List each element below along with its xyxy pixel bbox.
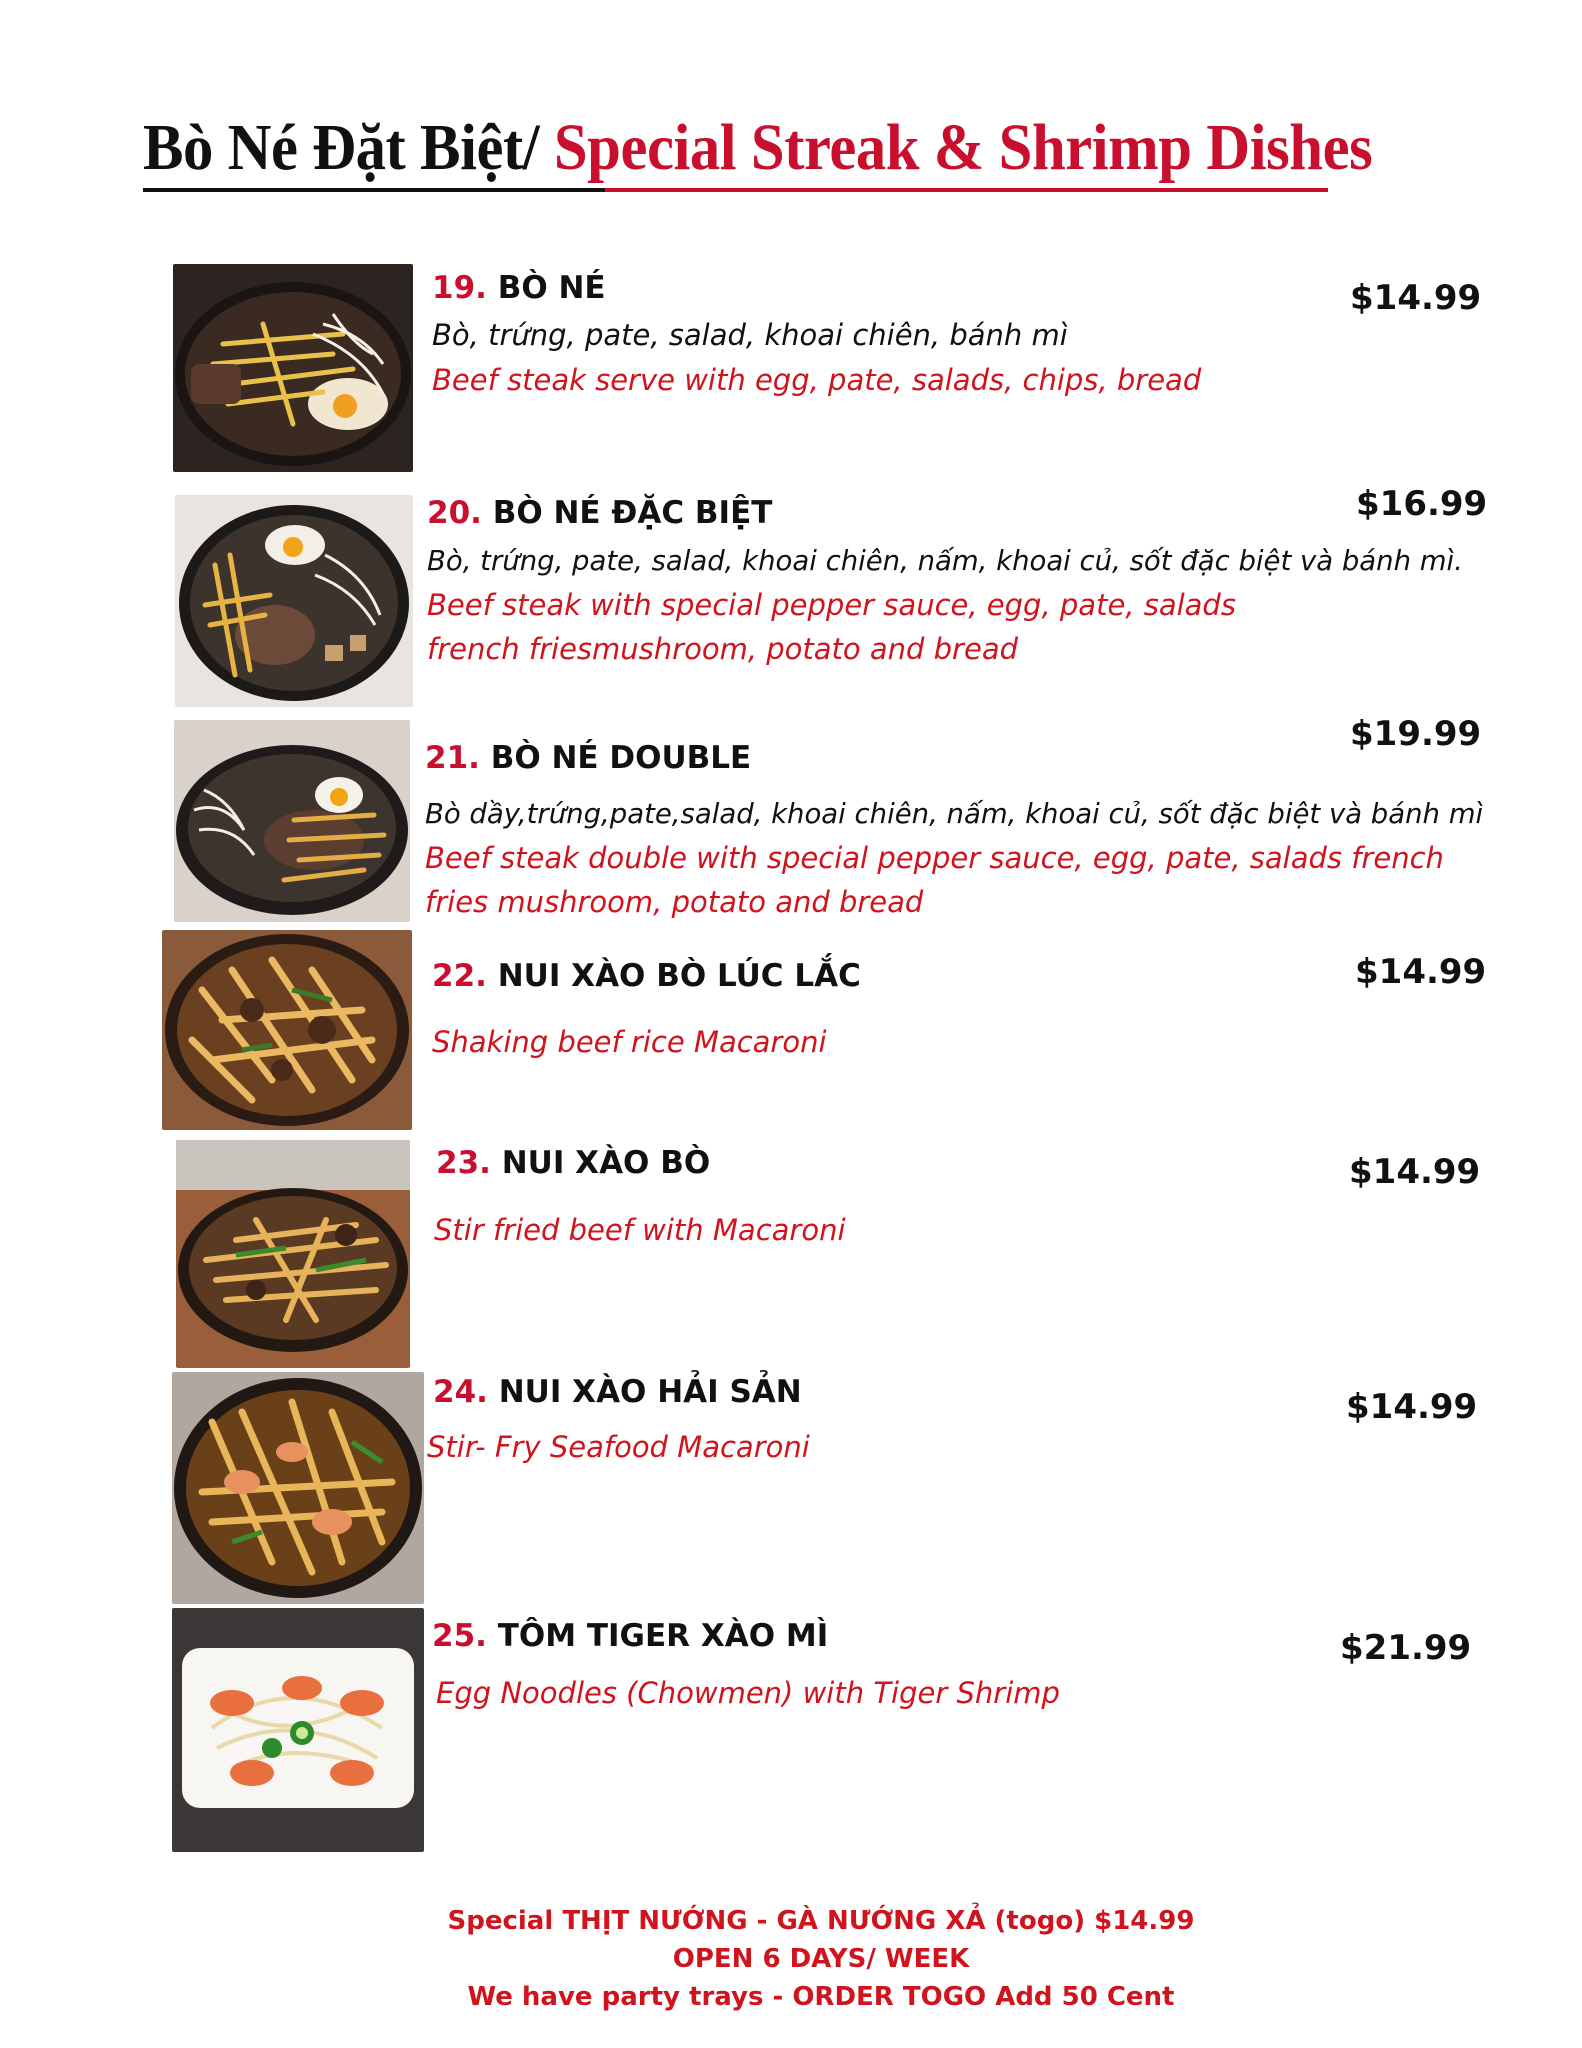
footer-special-line: Special THỊT NƯỚNG - GÀ NƯỚNG XẢ (togo) $14.99 [447, 1906, 1195, 1936]
item-number: 22. [432, 958, 487, 994]
item-price: $14.99 [1346, 1387, 1478, 1427]
footer-party-trays-line: We have party trays - ORDER TOGO Add 50 Cent [467, 1982, 1175, 2012]
item-description-english: Beef steak with special pepper sauce, egg, pate, salads french friesmushroom, potato and bread [427, 588, 1236, 666]
item-name [432, 958, 861, 994]
dish-photo-nui-xao-bo [176, 1140, 410, 1368]
item-name [436, 1145, 710, 1181]
item-number: 21. [425, 740, 480, 776]
title-english: Special Streak & Shrimp Dishes [553, 111, 1373, 184]
dish-photo-tom-tiger-xao-mi [172, 1608, 424, 1852]
item-number: 23. [436, 1145, 491, 1181]
item-title: TÔM TIGER XÀO MÌ [497, 1618, 829, 1654]
item-description-english: Beef steak serve with egg, pate, salads, chips, bread [432, 363, 1202, 397]
item-number: 19. [432, 270, 487, 306]
footer-hours-line: OPEN 6 DAYS/ WEEK [672, 1944, 970, 1974]
item-description-english: Beef steak double with special pepper sauce, egg, pate, salads french fries mushroom, potato and bread [425, 841, 1444, 919]
item-number: 25. [432, 1618, 487, 1654]
item-title: NUI XÀO BÒ LÚC LẮC [497, 958, 861, 994]
item-title: NUI XÀO BÒ [501, 1145, 711, 1181]
item-price: $19.99 [1350, 714, 1482, 754]
item-price: $21.99 [1340, 1628, 1472, 1668]
item-price: $14.99 [1350, 278, 1482, 318]
item-name [432, 270, 606, 306]
dish-photo-bo-ne-dac-biet [175, 495, 413, 707]
item-price: $16.99 [1356, 484, 1488, 524]
dish-photo-bo-ne-double [174, 720, 410, 922]
item-title: BÒ NÉ DOUBLE [490, 740, 752, 776]
item-number: 24. [433, 1374, 488, 1410]
item-title: BÒ NÉ [497, 270, 606, 306]
item-title: BÒ NÉ ĐẶC BIỆT [492, 495, 773, 531]
dish-photo-nui-xao-hai-san [172, 1372, 424, 1604]
item-price: $14.99 [1349, 1152, 1481, 1192]
dish-photo-bo-ne [173, 264, 413, 472]
title-underline [143, 188, 1328, 192]
item-description-vietnamese: Bò, trứng, pate, salad, khoai chiên, nấm, khoai củ, sốt đặc biệt và bánh mì. [427, 545, 1463, 577]
item-description-english: Shaking beef rice Macaroni [432, 1025, 827, 1059]
item-description-english: Stir- Fry Seafood Macaroni [427, 1430, 810, 1464]
dish-photo-nui-xao-bo-luc-lac [162, 930, 412, 1130]
title-vietnamese: Bò Né Đặt Biệt/ [143, 111, 540, 184]
footer-notice [0, 1902, 1582, 2016]
item-number: 20. [427, 495, 482, 531]
item-description-vietnamese: Bò dầy,trứng,pate,salad, khoai chiên, nấm, khoai củ, sốt đặc biệt và bánh mì [425, 798, 1484, 830]
item-name [432, 1618, 828, 1654]
page-title [143, 111, 1373, 184]
item-price: $14.99 [1355, 952, 1487, 992]
item-title: NUI XÀO HẢI SẢN [498, 1374, 802, 1410]
item-description-vietnamese: Bò, trứng, pate, salad, khoai chiên, bánh mì [432, 318, 1068, 352]
item-name [433, 1374, 802, 1410]
item-description-english: Stir fried beef with Macaroni [434, 1213, 846, 1247]
item-name [427, 495, 772, 531]
item-name [425, 740, 751, 776]
item-description-english: Egg Noodles (Chowmen) with Tiger Shrimp [436, 1676, 1060, 1710]
